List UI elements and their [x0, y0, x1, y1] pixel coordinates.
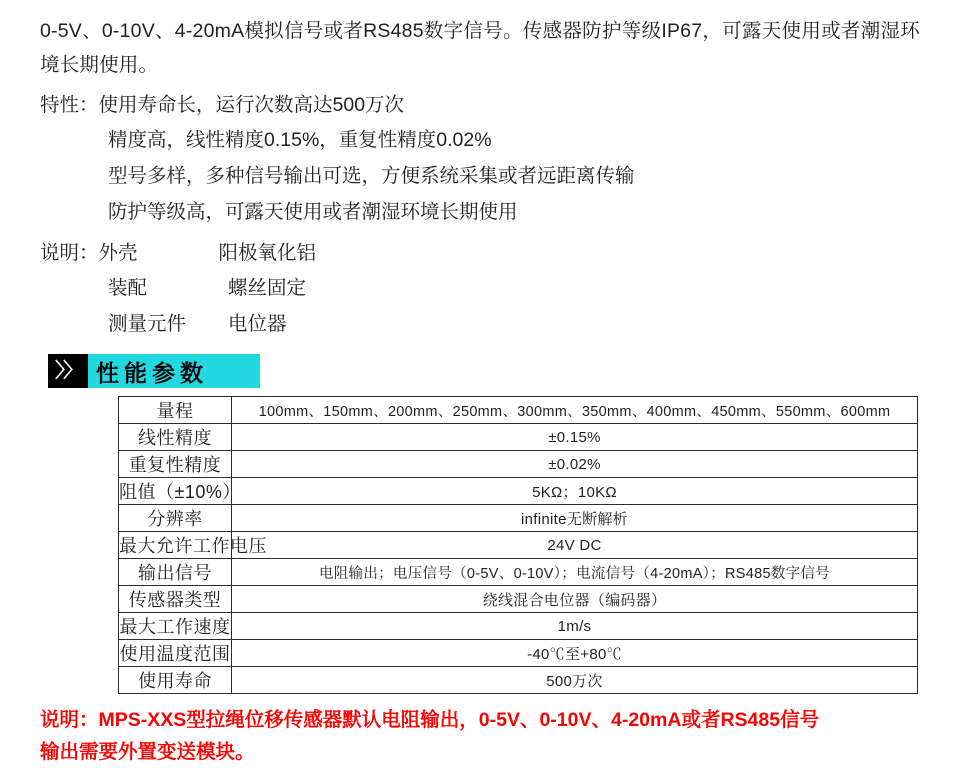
table-row — [119, 586, 918, 613]
description-row-0-key: 外壳 — [98, 242, 138, 264]
description-row-1 — [108, 270, 920, 306]
table-row — [119, 505, 918, 532]
footnote-line-1: 说明：MPS-XXS型拉绳位移传感器默认电阻输出，0-5V、0-10V、4-20mA或者RS485信号 — [40, 709, 820, 731]
table-row — [119, 424, 918, 451]
table-row — [119, 640, 918, 667]
table-row — [119, 667, 918, 694]
intro-section — [0, 0, 960, 342]
spec-label: 使用寿命 — [119, 667, 232, 694]
spec-label: 线性精度 — [119, 424, 232, 451]
spec-value: 500万次 — [232, 667, 918, 694]
feature-item-3: 防护等级高，可露天使用或者潮湿环境长期使用 — [108, 201, 518, 223]
description-row-2-value: 电位器 — [228, 313, 287, 335]
table-row — [119, 559, 918, 586]
spec-value: infinite无断解析 — [232, 505, 918, 532]
table-row — [119, 532, 918, 559]
spec-value: ±0.02% — [232, 451, 918, 478]
footnote — [40, 704, 920, 768]
spec-value: ±0.15% — [232, 424, 918, 451]
description-label: 说明： — [40, 242, 99, 264]
description-row-0-value: 阳极氧化铝 — [218, 242, 317, 264]
spec-value: 24V DC — [232, 532, 918, 559]
section-banner — [48, 354, 260, 388]
description-row-2 — [108, 306, 920, 342]
intro-paragraph: 0-5V、0-10V、4-20mA模拟信号或者RS485数字信号。传感器防护等级IP67，可露天使用或者潮湿环境长期使用。 — [40, 20, 920, 76]
double-chevron-icon: 〉〉 — [48, 354, 88, 388]
section-title: 性能参数 — [88, 354, 260, 388]
description-row-1-key: 装配 — [108, 277, 148, 299]
spec-value: 5KΩ；10KΩ — [232, 478, 918, 505]
spec-value: -40℃至+80℃ — [232, 640, 918, 667]
spec-label: 输出信号 — [119, 559, 232, 586]
table-row — [119, 397, 918, 424]
spec-table — [118, 396, 918, 694]
description-heading — [40, 236, 920, 270]
description-row-2-key: 测量元件 — [108, 313, 187, 335]
footnote-line-2: 输出需要外置变送模块。 — [40, 741, 255, 763]
table-row — [119, 478, 918, 505]
spec-value: 100mm、150mm、200mm、250mm、300mm、350mm、400mm、450mm、550mm、600mm — [232, 397, 918, 424]
table-row — [119, 613, 918, 640]
spec-value: 电阻输出；电压信号（0-5V、0-10V）；电流信号（4-20mA）；RS485数字信号 — [232, 559, 918, 586]
spec-label: 分辨率 — [119, 505, 232, 532]
description-row-1-value: 螺丝固定 — [228, 277, 307, 299]
spec-label: 量程 — [119, 397, 232, 424]
feature-item-1: 精度高，线性精度0.15%，重复性精度0.02% — [108, 129, 492, 151]
spec-label: 最大允许工作电压 — [119, 532, 232, 559]
spec-value: 绕线混合电位器（编码器） — [232, 586, 918, 613]
feature-item-2: 型号多样，多种信号输出可选，方便系统采集或者远距离传输 — [108, 165, 635, 187]
spec-label: 使用温度范围 — [119, 640, 232, 667]
features-heading: 特性：使用寿命长，运行次数高达500万次 — [40, 94, 405, 116]
spec-label: 最大工作速度 — [119, 613, 232, 640]
table-row — [119, 451, 918, 478]
spec-value: 1m/s — [232, 613, 918, 640]
spec-label: 重复性精度 — [119, 451, 232, 478]
spec-label: 阻值（±10%） — [119, 478, 232, 505]
spec-table-wrapper — [118, 396, 918, 694]
spec-label: 传感器类型 — [119, 586, 232, 613]
